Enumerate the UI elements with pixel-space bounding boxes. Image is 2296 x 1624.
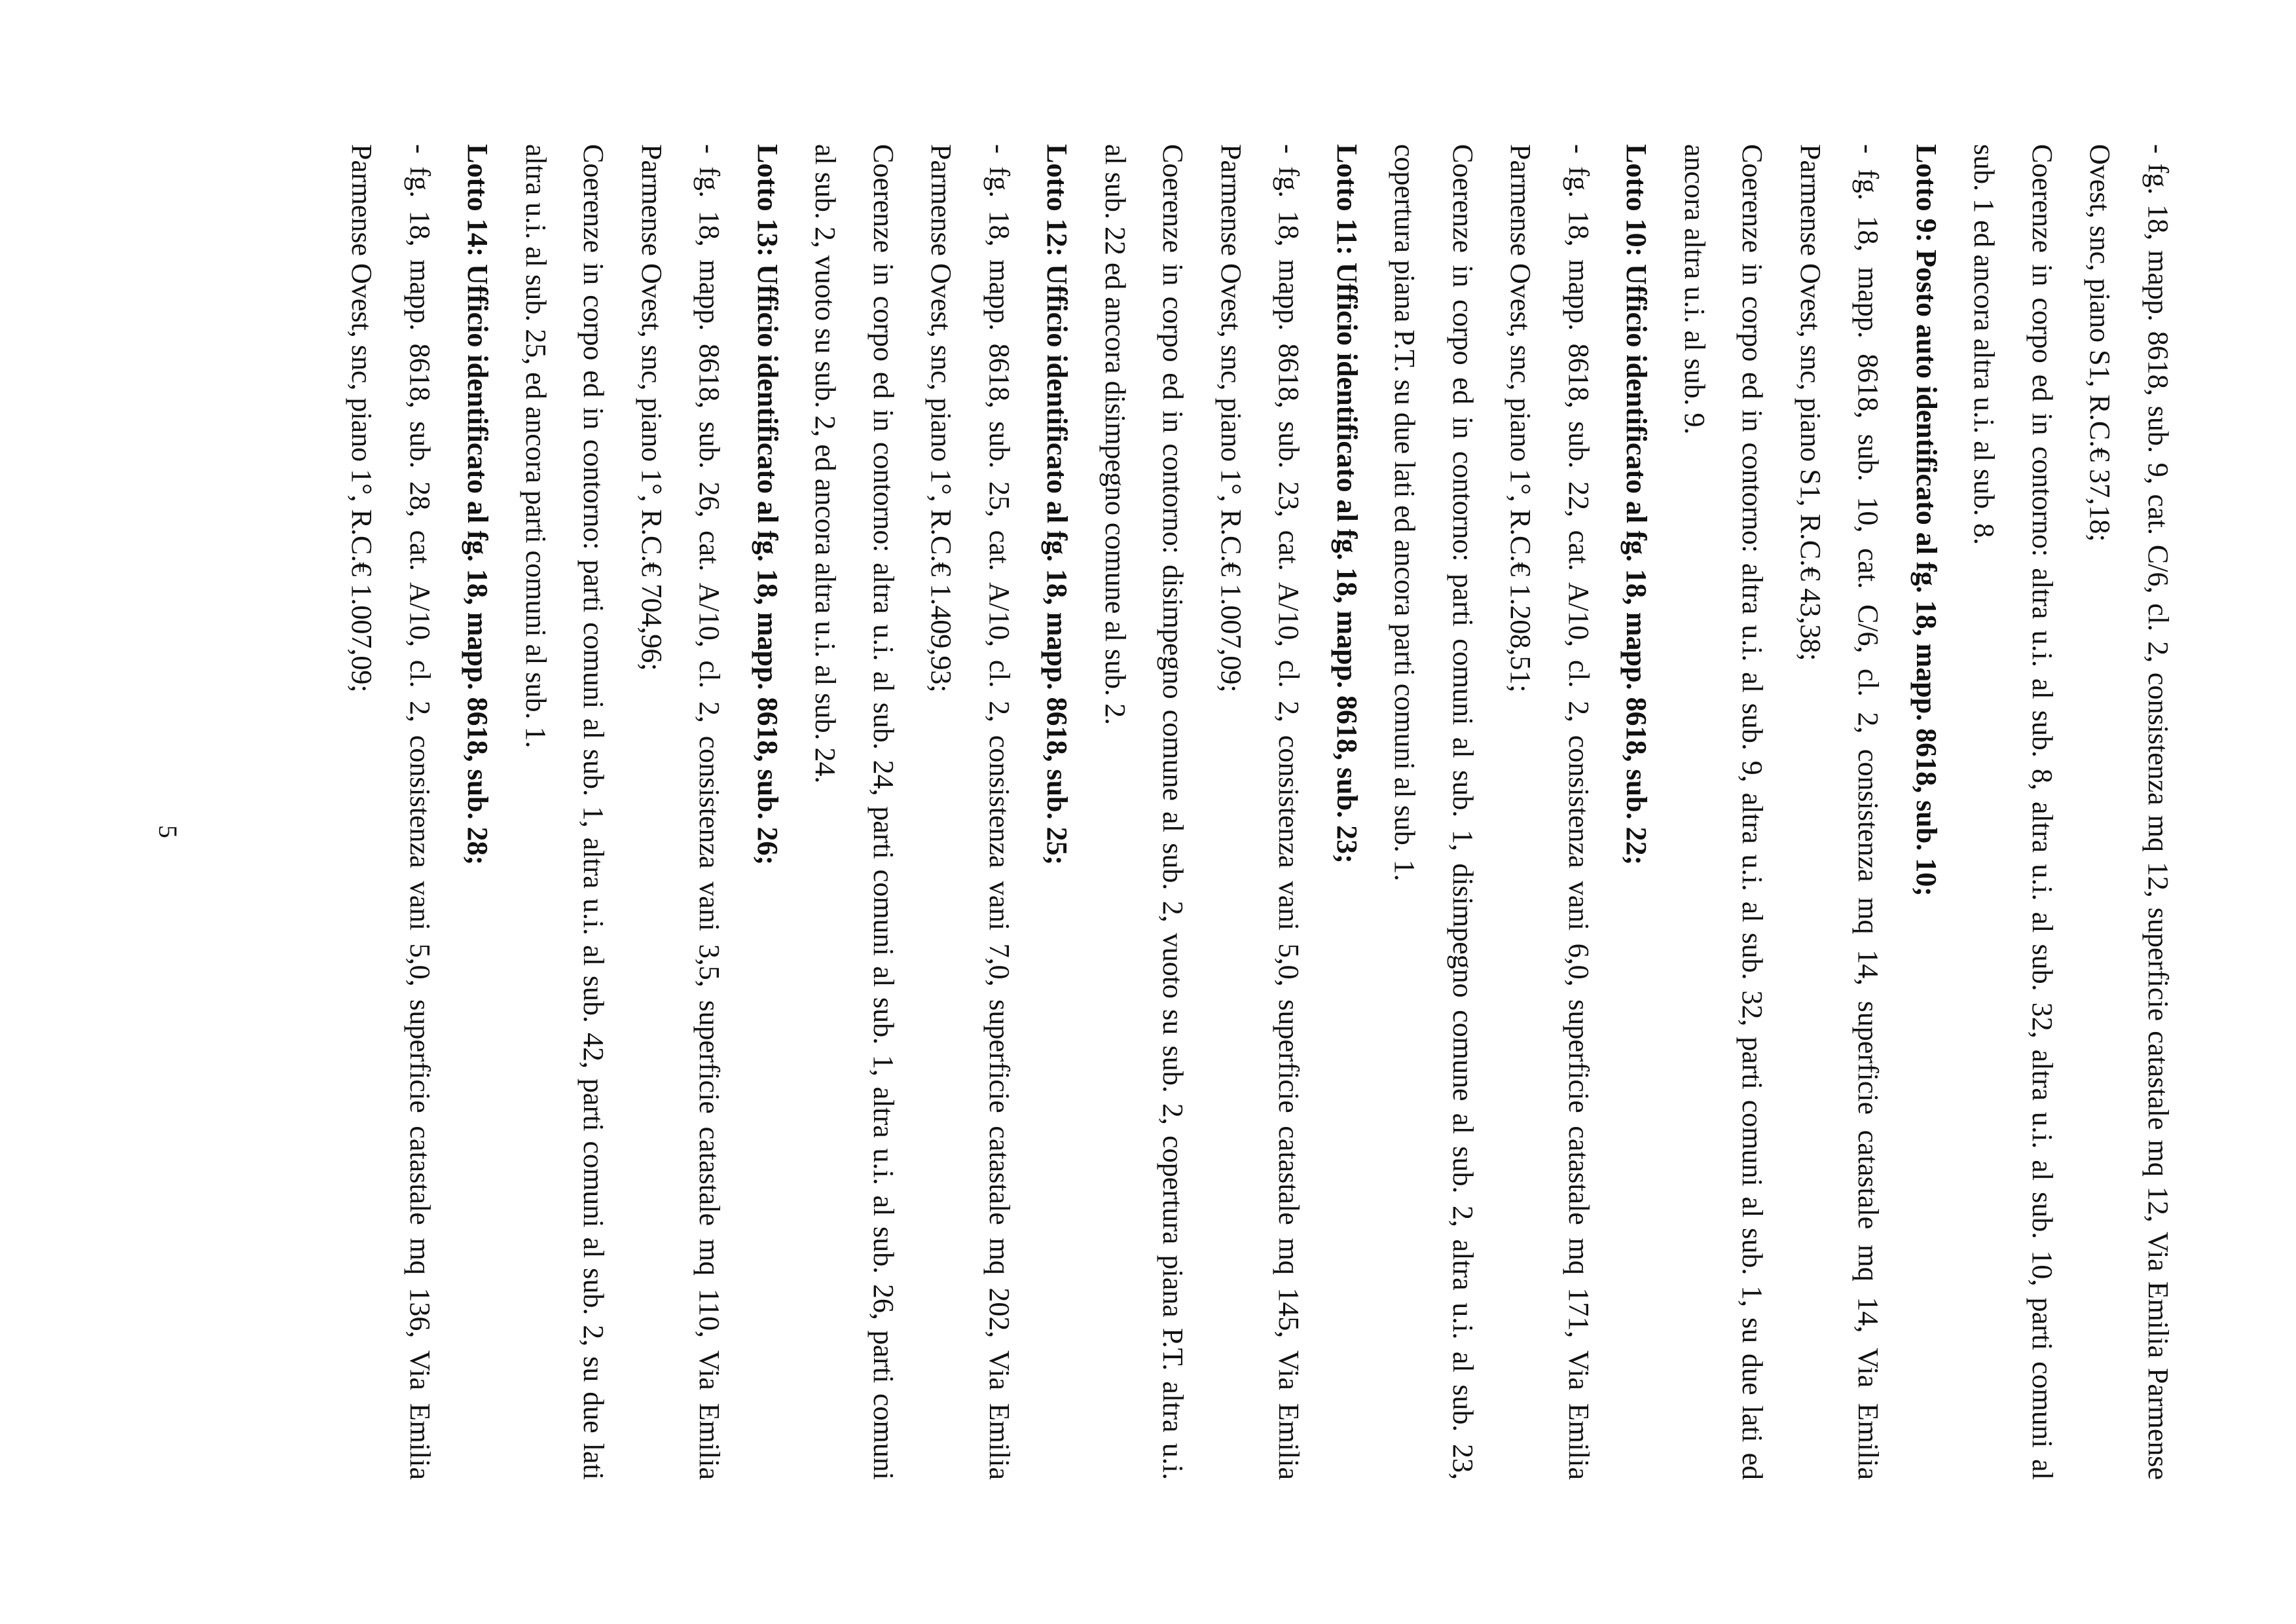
text-line: copertura piana P.T. su due lati ed ancora parti comuni al sub. 1.	[1389, 144, 1421, 881]
paragraph-item	[333, 144, 448, 1480]
text-line: Parmense Ovest, snc, piano 1°, R.C.€ 1.007,09;	[1215, 144, 1247, 693]
text-line: Parmense Ovest, snc, piano 1°, R.C.€ 1.409,93;	[925, 144, 958, 693]
lot-heading	[1897, 144, 1956, 1480]
text-line: Parmense Ovest, snc, piano 1°, R.C.€ 1.208,51;	[1504, 144, 1537, 693]
text-line: Coerenze in corpo ed in contorno: altra u.i. al sub. 24, parti comuni al sub. 1, altra u.i. al sub. 26, parti comuni	[867, 144, 900, 1480]
paragraph-item	[912, 144, 1028, 1480]
text-line: - fg. 18, mapp. 8618, sub. 9, cat. C/6, cl. 2, consistenza mq 12, superficie catastale mq 12, Via Emilia Parmense	[2142, 144, 2174, 1480]
text-line: altra u.i. al sub. 25, ed ancora parti comuni al sub. 1.	[520, 144, 552, 748]
text-line: Parmense Ovest, snc, piano 1°, R.C.€ 1.007,09;	[346, 144, 378, 693]
text-line: - fg. 18, mapp. 8618, sub. 22, cat. A/10, cl. 2, consistenza vani 6,0, superficie catastale mq 171, Via Emilia	[1563, 144, 1595, 1480]
paragraph-text	[1955, 144, 2071, 1480]
lot-heading	[738, 144, 797, 1480]
text-line: - fg. 18, mapp. 8618, sub. 25, cat. A/10, cl. 2, consistenza vani 7,0, superficie catastale mq 202, Via Emilia	[983, 144, 1015, 1480]
text-line: Coerenze in corpo ed in contorno: parti comuni al sub. 1, disimpegno comune al sub. 2, altra u.i. al sub. 23,	[1447, 144, 1479, 1480]
heading-line: Lotto 12: Ufficio identificato al fg. 18, mapp. 8618, sub. 25;	[1041, 144, 1074, 866]
paragraph-text	[1666, 144, 1781, 1480]
paragraph-item	[1491, 144, 1607, 1480]
text-line: - fg. 18, mapp. 8618, sub. 10, cat. C/6, cl. 2, consistenza mq 14, superficie catastale mq 14, Via Emilia	[1852, 144, 1885, 1480]
text-line: ancora altra u.i. al sub. 9.	[1679, 144, 1711, 435]
paragraph-item	[2071, 144, 2187, 1480]
text-line: - fg. 18, mapp. 8618, sub. 23, cat. A/10, cl. 2, consistenza vani 5,0, superficie catastale mq 145, Via Emilia	[1273, 144, 1305, 1480]
text-line: Coerenze in corpo ed in contorno: parti comuni al sub. 1, altra u.i. al sub. 42, parti comuni al sub. 2, su due lati	[577, 144, 610, 1480]
page-number: 5	[153, 825, 183, 838]
text-line: Ovest, snc, piano S1, R.C.€ 37,18;	[2084, 144, 2117, 542]
lot-heading	[1028, 144, 1086, 1480]
text-line: al sub. 22 ed ancora disimpegno comune al sub. 2.	[1099, 144, 1131, 726]
text-line: Parmense Ovest, snc, piano S1, R.C.€ 43,38;	[1795, 144, 1827, 661]
heading-line: Lotto 14: Ufficio identificato al fg. 18, mapp. 8618, sub. 28;	[462, 144, 494, 866]
text-line: Coerenze in corpo ed in contorno: disimpegno comune al sub. 2, vuoto su sub. 2, copertura piana P.T. altra u.i.	[1157, 144, 1190, 1480]
heading-line: Lotto 13: Ufficio identificato al fg. 18, mapp. 8618, sub. 26;	[752, 144, 784, 866]
text-line: Coerenze in corpo ed in contorno: altra u.i. al sub. 9, altra u.i. al sub. 32, parti comuni al sub. 1, su due lati ed	[1736, 144, 1769, 1480]
heading-line: Lotto 11: Ufficio identificato al fg. 18, mapp. 8618, sub. 23;	[1331, 144, 1363, 864]
paragraph-text	[1376, 144, 1491, 1480]
text-line: - fg. 18, mapp. 8618, sub. 26, cat. A/10, cl. 2, consistenza vani 3,5, superficie catastale mq 110, Via Emilia	[693, 144, 726, 1480]
text-line: al sub. 2, vuoto su sub. 2, ed ancora altra u.i. al sub. 24.	[809, 144, 842, 784]
paragraph-item	[623, 144, 738, 1480]
heading-line: Lotto 10: Ufficio identificato al fg. 18, mapp. 8618, sub. 22;	[1620, 144, 1653, 866]
text-line: - fg. 18, mapp. 8618, sub. 28, cat. A/10, cl. 2, consistenza vani 5,0, superficie catastale mq 136, Via Emilia	[404, 144, 436, 1480]
heading-line: Lotto 9: Posto auto identificato al fg. 18, mapp. 8618, sub. 10;	[1910, 144, 1942, 896]
paragraph-item	[1781, 144, 1897, 1480]
paragraph-text	[507, 144, 623, 1480]
lot-heading	[448, 144, 507, 1480]
lot-heading	[1318, 144, 1376, 1480]
page-body	[333, 144, 2187, 1480]
text-line: Coerenze in corpo ed in contorno: altra u.i. al sub. 8, altra u.i. al sub. 32, altra u.i. al sub. 10, parti comuni al	[2026, 144, 2058, 1480]
lot-heading	[1607, 144, 1666, 1480]
text-line: Parmense Ovest, snc, piano 1°, R.C.€ 704,96;	[636, 144, 668, 671]
paragraph-text	[796, 144, 912, 1480]
text-line: sub. 1 ed ancora altra u.i. al sub. 8.	[1968, 144, 2001, 545]
paragraph-item	[1202, 144, 1318, 1480]
paragraph-text	[1086, 144, 1202, 1480]
